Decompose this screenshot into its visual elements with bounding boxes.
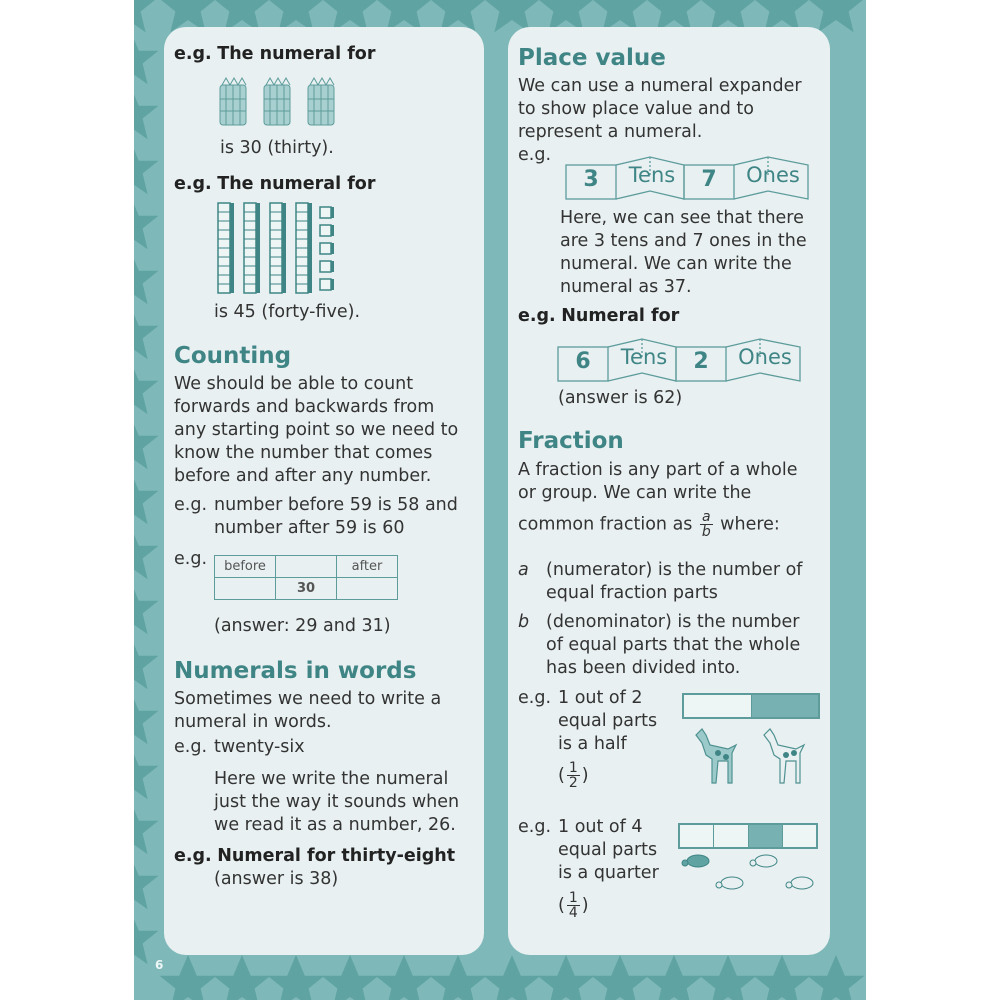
example-text: Numeral for thirty-eight [217, 846, 456, 866]
bar-part-filled [749, 825, 783, 847]
definition-line: equal fraction parts [546, 583, 718, 603]
answer-text: (answer is 38) [214, 869, 339, 889]
body-line: We should be able to count [174, 374, 414, 394]
body-line: or group. We can write the [518, 483, 752, 503]
example-line: 1 out of 4 [558, 817, 643, 837]
example-result: is 45 (forty-five). [214, 302, 361, 322]
right-content-card: Place value We can use a numeral expander to show place value and to represent a numeral. e.g. 3 Tens 7 Ones Here, we can see that there are 3 tens and 7 ones in the numeral. We can write the numeral as 37. e.g. Numeral for 6 Tens 2 Ones (answer is 62) Fraction A fraction is any part of a whole or group. We can write the common fraction as $\frac{a}{b}$ where: a (numerator) is the number of equal fraction parts b (denominator) is the number of equal parts that the whole has been divided into. e.g. 1 out of 2 equal parts is a half ( $\frac{1}{2}$ ) e.g. 1 out of 4 equal parts is a quarter ( $\frac{1}{4}$ ) [508, 27, 830, 955]
explanation-line: just the way it sounds when [214, 792, 460, 812]
example-line: 1 out of 2 [558, 688, 643, 708]
example-line: equal parts [558, 711, 658, 731]
example-line: equal parts [558, 840, 658, 860]
tens-label: Tens [628, 163, 676, 187]
definition-term: a [518, 560, 529, 580]
bar-part-empty [680, 825, 714, 847]
example-text: twenty-six [214, 737, 305, 757]
body-line: We can use a numeral expander [518, 76, 802, 96]
tens-digit: 6 [575, 349, 591, 374]
eg-label: e.g. [518, 817, 552, 837]
body-line: forwards and backwards from [174, 397, 435, 417]
tens-label: Tens [620, 345, 668, 369]
eg-label: e.g. [174, 495, 208, 515]
half-fraction-bar [682, 693, 820, 719]
eg-label: e.g. [518, 306, 556, 326]
table-header-before: before [215, 556, 276, 578]
body-line: where: [720, 514, 780, 535]
bar-part-empty [684, 695, 752, 717]
section-heading-numerals-in-words: Numerals in words [174, 658, 417, 684]
fraction-a-over-b: $\frac{a}{b}$ [701, 509, 711, 540]
fraction-one-half: $\frac{1}{2}$ [568, 760, 578, 791]
two-foals-icon [688, 725, 818, 787]
body-line: A fraction is any part of a whole [518, 460, 798, 480]
example-text: Numeral for [561, 306, 680, 326]
definition-line: of equal parts that the whole [546, 635, 801, 655]
four-tortoises-icon [678, 851, 818, 901]
eg-label: e.g. [174, 737, 208, 757]
left-content-card [164, 27, 484, 955]
before-after-table [214, 555, 398, 600]
eg-label: e.g. [174, 44, 212, 64]
eg-label: e.g. [174, 846, 212, 866]
numeral-expander-37 [564, 155, 814, 205]
answer-text: (answer: 29 and 31) [214, 616, 391, 636]
answer-text: (answer is 62) [558, 388, 683, 408]
numeral-expander-62 [556, 337, 806, 387]
definition-line: has been divided into. [546, 658, 741, 678]
body-line: common fraction as [518, 514, 693, 535]
explanation-line: we read it as a number, 26. [214, 815, 456, 835]
example-result: is 30 (thirty). [220, 138, 334, 158]
ten-stick-bundles-icon [216, 77, 336, 127]
workbook-page [134, 0, 866, 1000]
body-line: to show place value and to [518, 99, 754, 119]
eg-label: e.g. [174, 174, 212, 194]
definition-term: b [518, 612, 530, 632]
example-line: number after 59 is 60 [214, 518, 405, 538]
table-cell-after [337, 578, 398, 600]
table-cell-middle: 30 [276, 578, 337, 600]
definition-line: (numerator) is the number of [546, 560, 803, 580]
bar-part-empty [783, 825, 816, 847]
body-line: know the number that comes [174, 443, 433, 463]
eg-label: e.g. [518, 145, 552, 165]
section-heading-counting: Counting [174, 343, 292, 369]
body-line: any starting point so we need to [174, 420, 459, 440]
example-line: number before 59 is 58 and [214, 495, 458, 515]
explanation-line: Here, we can see that there [560, 208, 804, 228]
table-header-middle [276, 556, 337, 578]
tens-digit: 3 [583, 167, 599, 192]
example-line: is a quarter [558, 863, 659, 883]
ones-label: Ones [738, 345, 792, 369]
section-heading-place-value: Place value [518, 45, 666, 71]
quarter-fraction-bar [678, 823, 818, 849]
section-heading-fraction: Fraction [518, 428, 624, 454]
bar-part-empty [714, 825, 748, 847]
explanation-line: numeral as 37. [560, 277, 692, 297]
bar-part-filled [752, 695, 819, 717]
body-line: before and after any number. [174, 466, 432, 486]
ones-digit: 7 [701, 167, 717, 192]
ones-digit: 2 [693, 349, 709, 374]
table-header-after: after [337, 556, 398, 578]
page-number: 6 [155, 958, 164, 972]
explanation-line: Here we write the numeral [214, 769, 449, 789]
table-cell-before [215, 578, 276, 600]
body-line: Sometimes we need to write a [174, 689, 442, 709]
explanation-line: numeral. We can write the [560, 254, 792, 274]
body-line: represent a numeral. [518, 122, 703, 142]
ones-label: Ones [746, 163, 800, 187]
example-text: The numeral for [217, 174, 376, 194]
explanation-line: are 3 tens and 7 ones in the [560, 231, 807, 251]
eg-label: e.g. [518, 688, 552, 708]
base-ten-blocks-icon [216, 199, 336, 299]
example-text: The numeral for [217, 44, 376, 64]
fraction-one-quarter: $\frac{1}{4}$ [568, 890, 578, 921]
body-line: numeral in words. [174, 712, 332, 732]
example-line: is a half [558, 734, 627, 754]
definition-line: (denominator) is the number [546, 612, 800, 632]
eg-label: e.g. [174, 549, 208, 569]
